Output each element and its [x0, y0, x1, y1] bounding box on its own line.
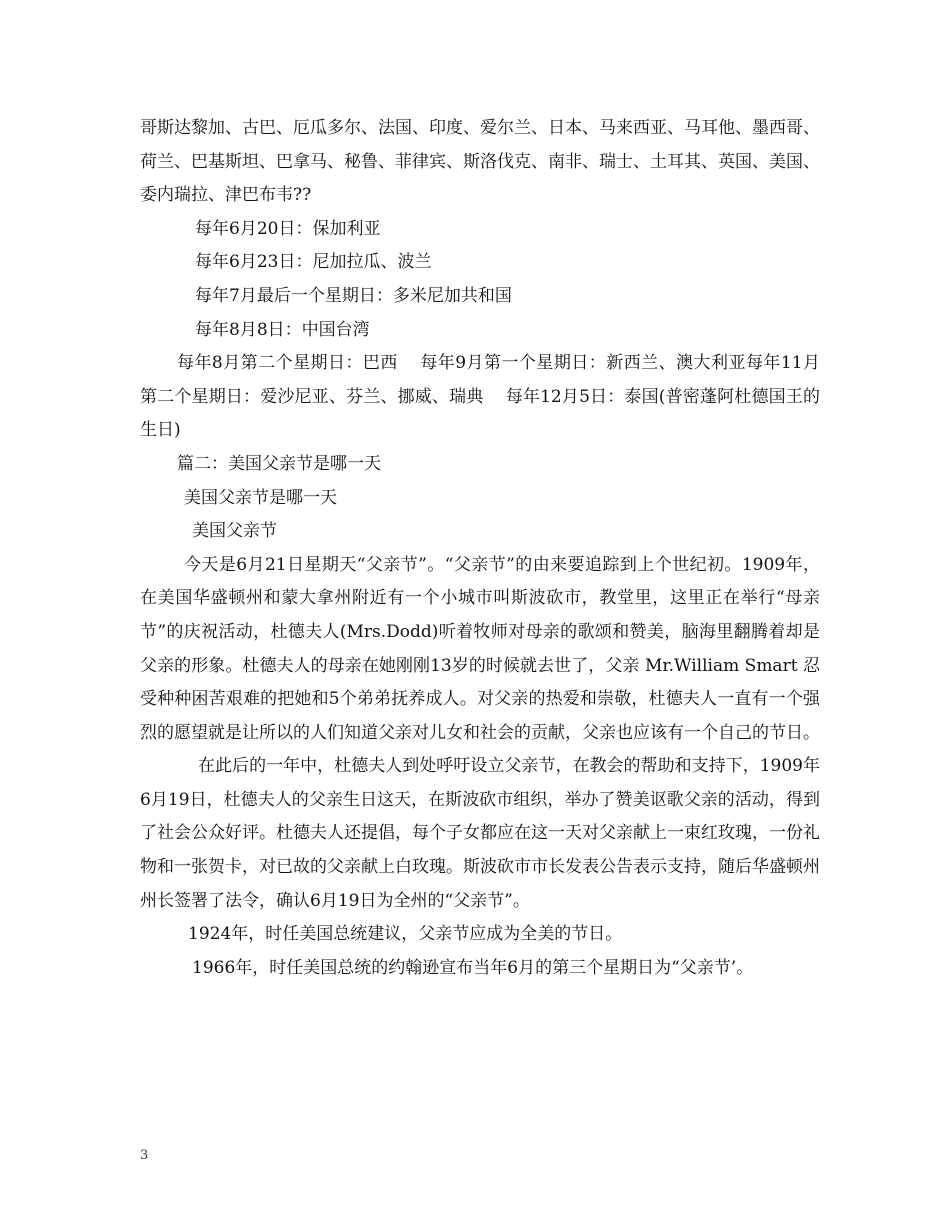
body-paragraph-campaign: 在此后的一年中，杜德夫人到处呼吁设立父亲节，在教会的帮助和支持下，1909年6月19日，杜德夫人的父亲生日这天，在斯波砍市组织，举办了赞美讴歌父亲的活动，得到了社会公众好评。杜德夫人还提倡，每个子女都应在这一天对父亲献上一束红玫瑰，一份礼物和一张贺卡，对已故的父亲献上白玫瑰。斯波砍市市长发表公告表示支持，随后华盛顿州州长签署了法令，确认6月19日为全州的“父亲节”。 [140, 756, 820, 911]
date-entry-nz-australia: 每年9月第一个星期日：新西兰、澳大利亚 [419, 353, 746, 374]
date-entry-bulgaria: 每年6月20日：保加利亚 [195, 218, 381, 239]
date-entry-thailand-note: (普密蓬阿杜德国王的生日) [140, 386, 820, 441]
date-entry-taiwan: 每年8月8日：中国台湾 [195, 319, 370, 340]
country-list-paragraph: 哥斯达黎加、古巴、厄瓜多尔、法国、印度、爱尔兰、日本、马来西亚、马耳他、墨西哥、荷兰、巴基斯坦、巴拿马、秘鲁、菲律宾、斯洛伐克、南非、瑞士、土耳其、英国、美国、委内瑞拉、津巴布韦?? [140, 118, 820, 206]
document-content [140, 112, 820, 985]
date-entry-thailand: 每年12月5日：泰国 [505, 386, 659, 407]
date-entry-nordic: 每年11月第二个星期日：爱沙尼亚、芬兰、挪威、瑞典 [140, 353, 820, 407]
section-heading: 篇二：美国父亲节是哪一天 [177, 453, 381, 474]
article-subtitle: 美国父亲节 [192, 521, 277, 542]
date-entry-nicaragua-poland: 每年6月23日：尼加拉瓜、波兰 [195, 252, 432, 273]
date-entry-dominican: 每年7月最后一个星期日：多米尼加共和国 [195, 285, 512, 306]
date-entry-brazil-nz [140, 347, 820, 448]
body-paragraph-origin: 今天是6月21日星期天“父亲节”。“父亲节”的由来要追踪到上个世纪初。1909年，在美国华盛顿州和蒙大拿州附近有一个小城市叫斯波砍市，教堂里，这里正在举行“母亲节”的庆祝活动，杜德夫人(Mrs.Dodd)听着牧师对母亲的歌颂和赞美，脑海里翻腾着却是父亲的形象。杜德夫人的母亲在她刚刚13岁的时候就去世了，父亲 Mr.William Smart 忍受种种困苦艰难的把她和5个弟弟抚养成人。对父亲的热爱和崇敬，杜德夫人一直有一个强烈的愿望就是让所以的人们知道父亲对儿女和社会的贡献，父亲也应该有一个自己的节日。 [140, 554, 820, 743]
body-paragraph-1924: 1924年，时任美国总统建议，父亲节应成为全美的节日。 [188, 924, 623, 945]
body-paragraph-1966: 1966年，时任美国总统的约翰逊宣布当年6月的第三个星期日为“父亲节’。 [192, 957, 754, 978]
date-entry-brazil: 每年8月第二个星期日：巴西 [177, 353, 398, 374]
article-title: 美国父亲节是哪一天 [184, 487, 337, 508]
page-number: 3 [140, 1148, 149, 1163]
